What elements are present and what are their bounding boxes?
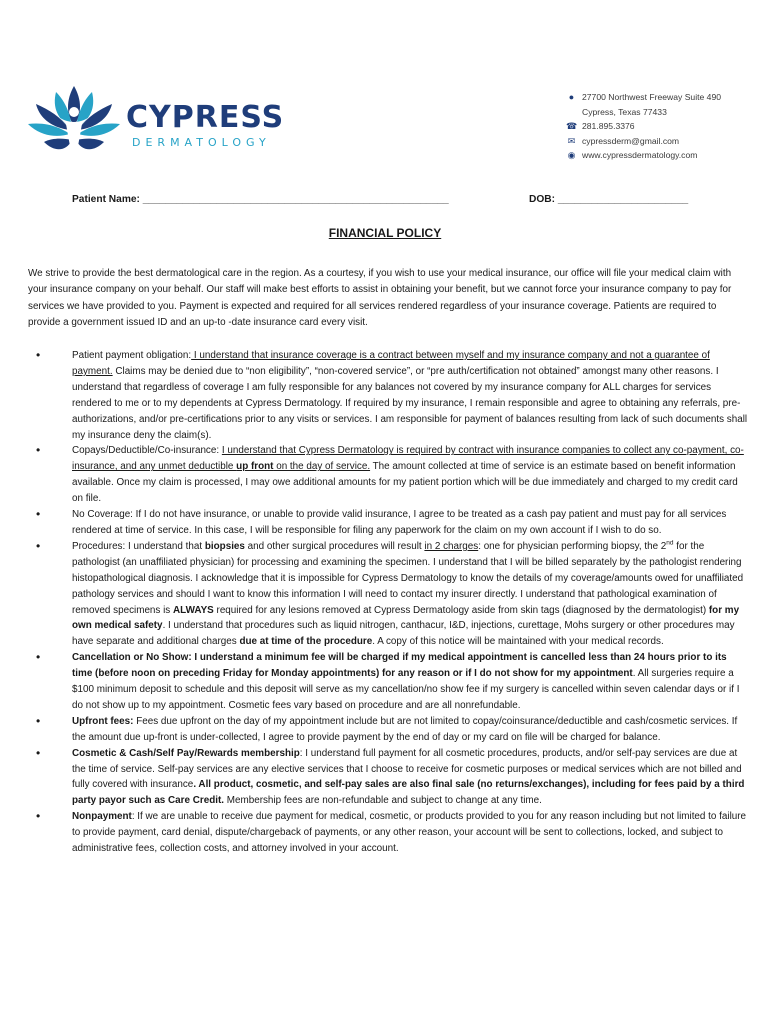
contact-info (566, 90, 721, 163)
contact-email: ✉ cypressderm@gmail.com (567, 135, 680, 146)
email-icon: ✉ (567, 135, 576, 146)
patient-name-field[interactable]: Patient Name: ______________________________________________________ (72, 194, 449, 205)
intro-paragraph: We strive to provide the best dermatological care in the region. As a courtesy, if you wish to use your medical insurance, our office will file your medical claim with your insurance company on your behalf. Our staff will make best efforts to assist in obtaining your benefit, but we cannot force your insurance company to pay for services we have provided to you. Payment is expected and required for all services rendered regardless of your insurance coverage. Patients are required to provide a government issued ID and an up-to -date insurance card every visit. (28, 268, 732, 329)
contact-city: Cypress, Texas 77433 (582, 106, 667, 117)
globe-icon: ◉ (567, 150, 576, 161)
lotus-figure-icon (26, 82, 122, 160)
policy-item-procedures: • Procedures: I understand that biopsies and other surgical procedures will result in 2 charges: one for physician performing biopsy, the 2nd for the pathologist (an unaffiliated physician) for processing and examining the specimen. I understand that I will be billed separately by the pathologist rendering histopathological diagnosis. I acknowledge that it is impossible for Cypress Dermatology to know the details of my coverage/amounts owed for unaffiliated pathology services and should I want to know this information I will need to contact my insurer directly. I understand that pathological examination of removed specimens is ALWAYS required for any lesions removed at Cypress Dermatology aside from skin tags (diagnosed by the dermatologist) for my own medical safety. I understand that procedures such as liquid nitrogen, canthacur, I&D, injections, curettage, Mohs surgery or other procedures may have separate and additional charges due at time of the procedure. A copy of this notice will be maintained with your medical records. (28, 539, 748, 650)
contact-phone: ☎ 281.895.3376 (566, 120, 635, 132)
contact-address: ● 27700 Northwest Freeway Suite 490 (566, 90, 721, 105)
policy-item-cancellation: • Cancellation or No Show: I understand a minimum fee will be charged if my medical appointment is cancelled less than 24 hours prior to its time (before noon on preceding Friday for Monday appointments) for any reason or if I do not show for my appointment. All surgeries require a $100 minimum deposit to schedule and this deposit will serve as my cancellation/no show fee if my surgery is cancelled within seven calendar days or if I do not show up to my appointment. Cosmetic fees vary based on procedure and are all nonrefundable. (28, 650, 748, 714)
phone-icon: ☎ (566, 120, 578, 131)
map-pin-icon: ● (568, 91, 575, 102)
policy-item-no-coverage: • No Coverage: If I do not have insurance, or unable to provide valid insurance, I agree to be treated as a cash pay patient and must pay for all services rendered at time of service. In this case, I will be responsible for filing any paperwork for the claim on my own account if I wish to do so. (28, 507, 748, 539)
policy-item-upfront-fees: • Upfront fees: Fees due upfront on the day of my appointment include but are not limited to copay/coinsurance/deductible and cash/cosmetic services. If the amount due up-front is under-collected, I agree to provide payment by the end of day or my card on file will be charged for balance. (28, 714, 748, 746)
contact-website: ◉ www.cypressdermatology.com (567, 150, 698, 161)
policy-item-copays: • Copays/Deductible/Co-insurance: I understand that Cypress Dermatology is required by contract with insurance companies to collect any co-payment, co-insurance, and any unmet deductible up front on the day of service. The amount collected at time of service is an estimate based on benefit information available. Once my claim is processed, I may owe additional amounts for my patient portion which will be due immediately and charged to my credit card on file. (28, 443, 748, 507)
policy-item-cosmetic: • Cosmetic & Cash/Self Pay/Rewards membership: I understand full payment for all cosmetic procedures, products, and/or self-pay services are due at the time of service. Self-pay services are any elective services that I choose to receive for cosmetic purposes or medical services which are not billed and fully covered with insurance. All product, cosmetic, and self-pay sales are also final sale (no returns/exchanges), including for fees paid by a third party payor such as Care Credit. Membership fees are non-refundable and subject to change at any time. (28, 746, 748, 810)
policy-list (28, 348, 748, 857)
logo-subtitle: DERMATOLOGY (132, 136, 271, 149)
policy-item-payment-obligation: • Patient payment obligation: I understand that insurance coverage is a contract between myself and my insurance company and not a guarantee of payment. Claims may be denied due to “non eligibility”, “non-covered service”, or “pre auth/certification not obtained” amongst many other reasons. I understand that regardless of coverage I am fully responsible for any balances not covered by my insurance company for ALL charges for services rendered to me or to my dependents at Cypress Dermatology. If required by my insurance, I remain responsible and agree to obtaining any referrals, pre-authorizations, and/or pre-certifications prior to any visits or services. I am responsible for payment of balances resulting from lack of such documents shall my insurance deny the claim(s). (28, 348, 748, 443)
dob-field[interactable]: DOB: _______________________ (529, 194, 689, 205)
cypress-dermatology-logo (26, 82, 285, 160)
page-title: FINANCIAL POLICY (328, 226, 442, 240)
logo-wordmark: CYPRESS (126, 100, 285, 135)
policy-item-nonpayment: • Nonpayment: If we are unable to receive due payment for medical, cosmetic, or products provided to you for any reason including but not limited to failure to provide payment, card denial, dispute/chargeback of payments, or any other reason, your account will be sent to collections, locked, and subject to administrative fees, collection costs, and attorney involved in your account. (28, 809, 748, 857)
